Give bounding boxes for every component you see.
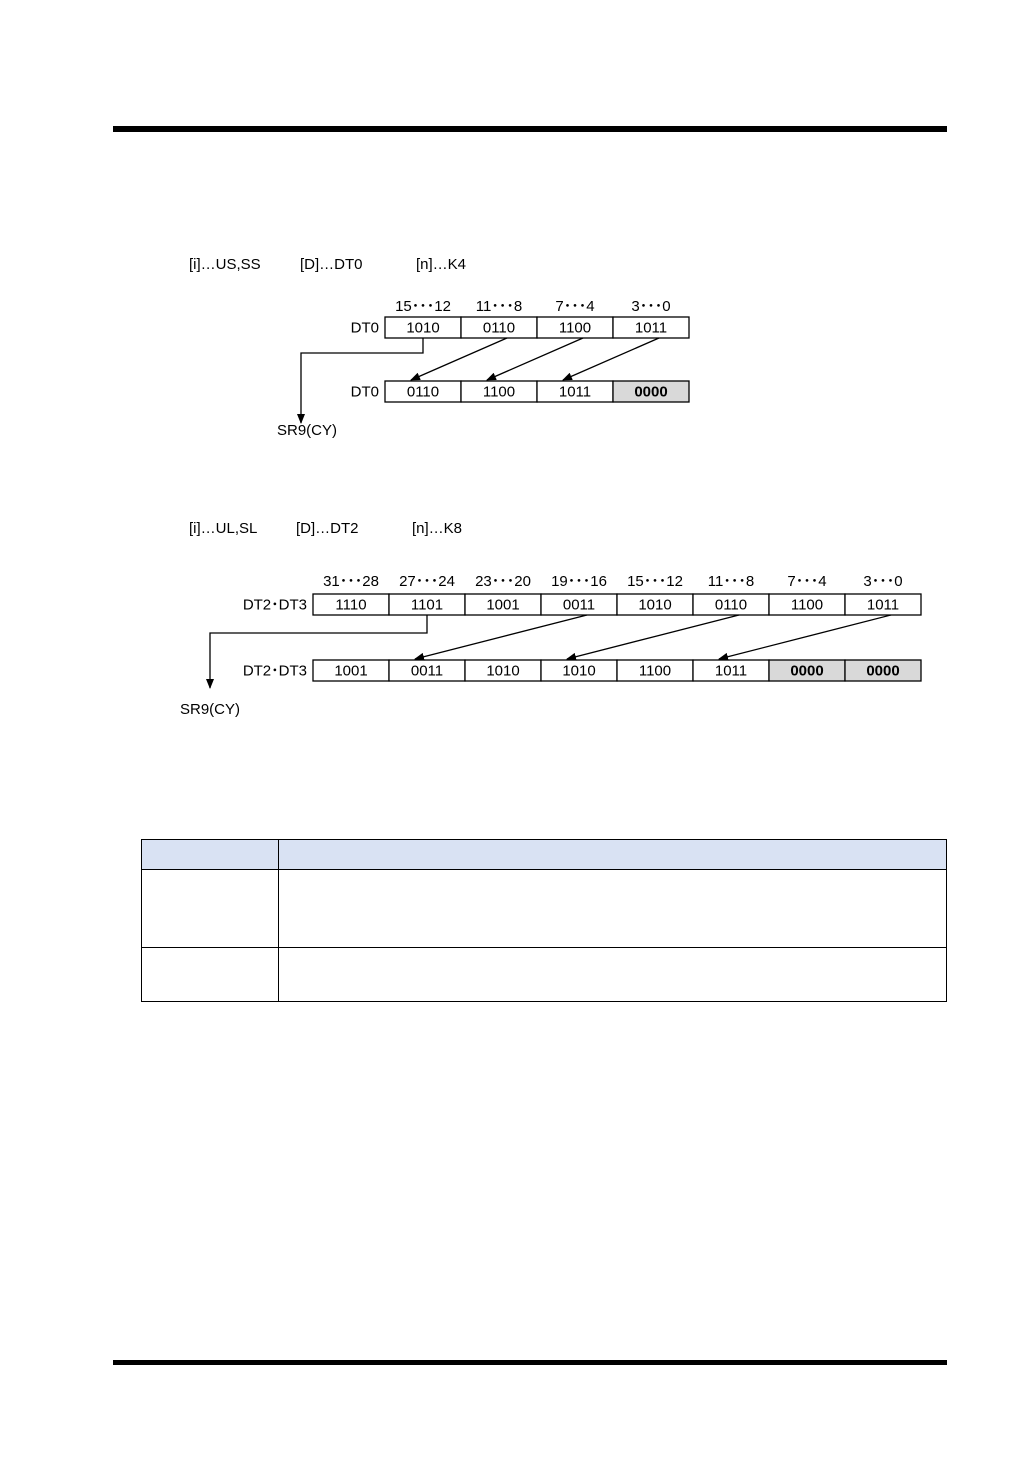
bit-range-label: 11･･･8 xyxy=(707,573,755,590)
bit-range-label: 27･･･24 xyxy=(399,573,455,590)
nibble-value: 0000 xyxy=(866,662,900,680)
table-cell xyxy=(142,948,279,1002)
header-rule xyxy=(113,126,947,132)
bit-range-label: 7･･･4 xyxy=(555,298,595,315)
shift-arrow xyxy=(567,615,739,659)
bit-range-label: 31･･･28 xyxy=(323,573,379,590)
nibble-value: 1011 xyxy=(634,319,668,337)
bit-range-label: 23･･･20 xyxy=(475,573,531,590)
table-row xyxy=(142,948,947,1002)
table-header-row xyxy=(142,840,947,870)
param-i-2: [i]…UL,SL xyxy=(189,520,258,537)
carry-flag-label: SR9(CY) xyxy=(276,422,338,439)
param-d-2: [D]…DT2 xyxy=(296,520,359,537)
register-name: DT2･DT3 xyxy=(242,596,307,614)
nibble-value: 1011 xyxy=(866,596,900,614)
bit-range-label: 15･･･12 xyxy=(395,298,451,315)
nibble-value: 1101 xyxy=(410,596,444,614)
register-name: DT2･DT3 xyxy=(242,662,307,680)
footer-rule xyxy=(113,1360,947,1365)
nibble-value: 1001 xyxy=(334,662,368,680)
nibble-value: 0110 xyxy=(406,383,440,401)
nibble-value: 0000 xyxy=(634,383,668,401)
header-cell xyxy=(279,840,947,870)
register-name: DT0 xyxy=(350,383,379,401)
shift-diagram-2 xyxy=(0,565,1032,725)
bit-range-label: 3･･･0 xyxy=(863,573,903,590)
shift-arrow xyxy=(415,615,587,659)
bit-range-label: 3･･･0 xyxy=(631,298,671,315)
table-cell xyxy=(279,948,947,1002)
nibble-value: 1011 xyxy=(714,662,748,680)
table-row xyxy=(142,870,947,948)
nibble-value: 0110 xyxy=(482,319,516,337)
nibble-value: 0011 xyxy=(410,662,444,680)
nibble-value: 0110 xyxy=(714,596,748,614)
nibble-value: 1010 xyxy=(638,596,672,614)
nibble-value: 1100 xyxy=(558,319,592,337)
nibble-value: 1010 xyxy=(562,662,596,680)
table-cell xyxy=(142,870,279,948)
bit-range-label: 19･･･16 xyxy=(551,573,607,590)
table-cell xyxy=(279,870,947,948)
header-cell xyxy=(142,840,279,870)
shift-arrow xyxy=(487,338,583,380)
nibble-value: 1100 xyxy=(482,383,516,401)
bit-range-label: 7･･･4 xyxy=(787,573,827,590)
param-n-2: [n]…K8 xyxy=(412,520,463,537)
nibble-value: 1011 xyxy=(558,383,592,401)
nibble-value: 1100 xyxy=(790,596,824,614)
param-i-1: [i]…US,SS xyxy=(189,256,261,273)
nibble-value: 0011 xyxy=(562,596,596,614)
nibble-value: 1110 xyxy=(335,596,367,614)
nibble-value: 1100 xyxy=(638,662,672,680)
shift-diagram-1 xyxy=(0,290,1032,440)
shift-arrow xyxy=(411,338,507,380)
param-n-1: [n]…K4 xyxy=(416,256,467,273)
nibble-value: 1001 xyxy=(486,596,520,614)
shift-arrow xyxy=(719,615,891,659)
nibble-value: 1010 xyxy=(406,319,440,337)
nibble-value: 1010 xyxy=(486,662,520,680)
flag-table xyxy=(141,839,947,1002)
bit-range-label: 15･･･12 xyxy=(627,573,683,590)
bit-range-label: 11･･･8 xyxy=(475,298,523,315)
register-name: DT0 xyxy=(350,319,379,337)
carry-flag-label: SR9(CY) xyxy=(179,701,241,718)
param-d-1: [D]…DT0 xyxy=(300,256,363,273)
nibble-value: 0000 xyxy=(790,662,824,680)
shift-arrow xyxy=(563,338,659,380)
